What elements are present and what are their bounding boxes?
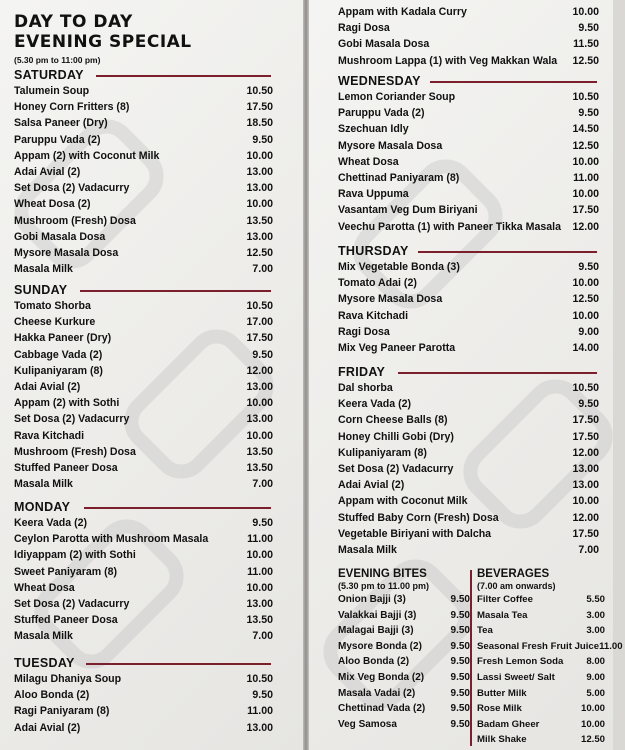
menu-item-price: 7.00: [252, 630, 273, 643]
menu-item-name: Set Dosa (2) Vadacurry: [14, 413, 130, 426]
menu-item: [14, 196, 273, 212]
menu-item-name: Chettinad Vada (2): [338, 703, 426, 715]
menu-item: [338, 412, 599, 428]
menu-item: [338, 275, 599, 291]
menu-item-name: Masala Vadai (2): [338, 687, 416, 699]
menu-timing: (5.30 pm to 11:00 pm): [14, 55, 101, 65]
menu-item-name: Corn Cheese Balls (8): [338, 414, 448, 427]
menu-item-price: 13.00: [246, 381, 273, 394]
wednesday-section: [338, 74, 599, 235]
menu-item-name: Szechuan Idly: [338, 123, 409, 136]
menu-item: [338, 445, 599, 461]
menu-item-name: Adai Avial (2): [14, 721, 81, 734]
menu-item-price: 18.50: [246, 117, 273, 130]
menu-item: [14, 213, 273, 229]
menu-item-price: 9.50: [450, 671, 470, 683]
right-menu-page: [309, 0, 623, 750]
menu-item: [338, 380, 599, 396]
menu-item: [14, 180, 273, 196]
menu-item: [338, 105, 599, 121]
menu-item-name: Honey Corn Fritters (8): [14, 101, 130, 114]
beverages-section: [473, 568, 623, 748]
menu-item: [473, 686, 605, 702]
menu-item-name: Butter Milk: [477, 687, 527, 699]
section-divider: [80, 290, 271, 292]
menu-item: [338, 340, 599, 356]
section-title-wednesday: WEDNESDAY: [338, 74, 421, 88]
menu-item-name: Mysore Bonda (2): [338, 640, 422, 652]
menu-item-name: Honey Chilli Gobi (Dry): [338, 430, 454, 443]
menu-item-price: 12.00: [572, 511, 599, 524]
menu-item-name: Mysore Masala Dosa: [338, 293, 443, 306]
menu-item: [338, 219, 599, 235]
menu-item-name: Ragi Dosa: [338, 325, 390, 338]
menu-item: [14, 363, 273, 379]
menu-item-price: 9.50: [450, 609, 470, 621]
evening-bites-timing: (5.30 pm to 11.00 pm): [338, 581, 430, 591]
menu-item-price: 17.50: [572, 527, 599, 540]
menu-item: [473, 717, 605, 733]
menu-item: [14, 720, 273, 736]
menu-item: [14, 298, 273, 314]
menu-item-name: Ceylon Parotta with Mushroom Masala: [14, 533, 209, 546]
menu-item-name: Ragi Dosa: [338, 22, 390, 35]
menu-item-name: Salsa Paneer (Dry): [14, 117, 108, 130]
menu-item-price: 3.00: [586, 625, 605, 637]
menu-item: [14, 564, 273, 580]
menu-item-price: 10.00: [246, 429, 273, 442]
menu-item: [338, 542, 599, 558]
menu-item-price: 12.00: [246, 364, 273, 377]
menu-item: [338, 701, 470, 717]
menu-item-price: 10.50: [572, 91, 599, 103]
menu-item-name: Wheat Dosa: [14, 581, 75, 594]
menu-item-name: Cabbage Vada (2): [14, 348, 103, 361]
menu-item-price: 9.50: [252, 133, 273, 146]
menu-item-name: Rava Kitchadi: [14, 429, 85, 442]
menu-item-price: 10.00: [580, 718, 605, 730]
menu-item-price: 13.00: [246, 721, 273, 734]
menu-item-price: 10.00: [572, 188, 599, 201]
menu-item-name: Gobi Masala Dosa: [14, 230, 106, 243]
menu-item-name: Mushroom Lappa (1) with Veg Makkan Wala: [338, 54, 558, 67]
menu-item-price: 10.00: [246, 198, 273, 211]
menu-item-name: Onion Bajji (3): [338, 594, 406, 605]
section-title-sunday: SUNDAY: [14, 283, 68, 297]
menu-item: [14, 314, 273, 330]
menu-item: [14, 460, 273, 476]
menu-item-price: 13.50: [246, 445, 273, 458]
menu-item-name: Mushroom (Fresh) Dosa: [14, 214, 136, 227]
section-title-tuesday: TUESDAY: [14, 656, 75, 670]
menu-item: [338, 592, 470, 608]
monday-section: [14, 500, 273, 645]
menu-item-price: 9.50: [450, 687, 470, 699]
menu-item: [14, 99, 273, 115]
menu-item: [338, 686, 470, 702]
menu-item: [14, 687, 273, 703]
menu-item-name: Lassi Sweet/ Salt: [477, 671, 555, 683]
section-title-friday: FRIDAY: [338, 365, 386, 379]
menu-item-price: 5.00: [586, 687, 605, 699]
menu-item-name: Keera Vada (2): [14, 517, 88, 529]
menu-item-name: Hakka Paneer (Dry): [14, 332, 112, 345]
menu-item: [14, 83, 273, 99]
menu-item-name: Rava Kitchadi: [338, 309, 409, 322]
friday-section: [338, 365, 599, 558]
menu-item-price: 10.00: [246, 581, 273, 594]
menu-item-price: 10.50: [572, 382, 599, 394]
menu-item-price: 11.50: [573, 38, 599, 51]
menu-item-name: Sweet Paniyaram (8): [14, 565, 118, 578]
menu-item-price: 9.50: [450, 640, 470, 652]
menu-item-name: Rava Uppuma: [338, 188, 409, 201]
menu-item-price: 9.00: [578, 325, 599, 338]
menu-item-price: 10.00: [572, 155, 599, 168]
menu-item-price: 13.00: [246, 182, 273, 195]
menu-item-name: Stuffed Paneer Dosa: [14, 614, 118, 627]
menu-item-price: 13.00: [572, 463, 599, 476]
menu-item-price: 12.50: [572, 54, 599, 67]
menu-item: [338, 608, 470, 624]
menu-item-price: 11.00: [599, 640, 623, 652]
menu-item: [473, 701, 605, 717]
menu-item-price: 12.00: [572, 446, 599, 459]
tuesday-section: [14, 656, 273, 736]
menu-item-name: Masala Milk: [14, 630, 73, 643]
beverages-timing: (7.00 am onwards): [477, 581, 556, 591]
menu-item-name: Mix Veg Paneer Parotta: [338, 342, 456, 355]
menu-item: [14, 411, 273, 427]
menu-item-name: Appam (2) with Sothi: [14, 397, 120, 410]
menu-item-price: 13.00: [572, 479, 599, 492]
column-divider: [470, 570, 472, 746]
menu-title-line1: DAY TO DAY: [14, 12, 133, 32]
menu-item-price: 7.00: [252, 263, 273, 276]
menu-item-price: 10.00: [572, 6, 599, 18]
menu-item: [338, 324, 599, 340]
menu-item: [14, 132, 273, 148]
menu-item-price: 9.50: [578, 261, 599, 273]
menu-item: [14, 547, 273, 563]
menu-item: [14, 395, 273, 411]
section-divider: [418, 251, 597, 253]
menu-item-price: 13.00: [246, 413, 273, 426]
menu-title-line2: EVENING SPECIAL: [14, 32, 192, 52]
menu-item-name: Masala Milk: [14, 263, 73, 276]
menu-item-price: 10.00: [572, 277, 599, 290]
menu-item-price: 12.50: [246, 247, 273, 260]
menu-item-price: 9.50: [450, 703, 470, 715]
menu-item-price: 9.50: [578, 398, 599, 411]
left-menu-page: [0, 0, 303, 750]
menu-item-name: Veg Samosa: [338, 718, 397, 730]
menu-item: [473, 732, 605, 748]
menu-item-name: Set Dosa (2) Vadacurry: [14, 598, 130, 611]
menu-item: [14, 476, 273, 492]
menu-item-name: Tomato Shorba: [14, 300, 91, 312]
evening-bites-section: [338, 568, 470, 732]
menu-item-price: 3.00: [586, 609, 605, 621]
menu-item-price: 10.50: [246, 673, 273, 685]
menu-item-price: 12.50: [580, 734, 605, 746]
menu-item-price: 10.00: [580, 703, 605, 715]
menu-item: [338, 202, 599, 218]
menu-item: [338, 461, 599, 477]
menu-item-name: Talumein Soup: [14, 85, 90, 97]
menu-item-name: Paruppu Vada (2): [14, 133, 101, 146]
menu-item: [338, 138, 599, 154]
menu-item-price: 9.50: [578, 22, 599, 35]
menu-item: [14, 628, 273, 644]
menu-item: [338, 121, 599, 137]
menu-item: [338, 170, 599, 186]
menu-item-price: 9.50: [252, 348, 273, 361]
menu-item-name: Wheat Dosa (2): [14, 198, 91, 211]
menu-item-name: Fresh Lemon Soda: [477, 656, 564, 668]
section-divider: [398, 372, 597, 374]
menu-item-price: 13.00: [246, 166, 273, 179]
menu-item-price: 9.50: [450, 656, 470, 668]
menu-item-price: 11.00: [247, 705, 273, 718]
menu-item: [473, 670, 605, 686]
menu-item-name: Chettinad Paniyaram (8): [338, 172, 460, 185]
menu-item: [338, 623, 470, 639]
menu-item-price: 13.50: [246, 614, 273, 627]
menu-item: [338, 429, 599, 445]
menu-item-name: Aloo Bonda (2): [14, 689, 90, 702]
menu-item-name: Kulipaniyaram (8): [14, 364, 103, 377]
menu-item-name: Paruppu Vada (2): [338, 107, 425, 120]
menu-item-price: 9.50: [450, 718, 470, 730]
menu-item: [14, 596, 273, 612]
menu-item: [473, 623, 605, 639]
menu-item: [338, 510, 599, 526]
menu-item-name: Lemon Coriander Soup: [338, 91, 456, 103]
menu-item-name: Aloo Bonda (2): [338, 656, 410, 668]
menu-item-price: 17.50: [572, 430, 599, 443]
menu-item-price: 17.50: [246, 332, 273, 345]
section-title-monday: MONDAY: [14, 500, 71, 514]
menu-item: [14, 580, 273, 596]
menu-item: [338, 396, 599, 412]
menu-item: [473, 592, 605, 608]
menu-item-name: Adai Avial (2): [14, 166, 81, 179]
menu-item-name: Tea: [477, 625, 493, 637]
menu-item: [338, 308, 599, 324]
menu-item: [14, 612, 273, 628]
menu-item-name: Filter Coffee: [477, 594, 533, 605]
menu-item-name: Idiyappam (2) with Sothi: [14, 549, 136, 562]
menu-item-price: 13.00: [246, 598, 273, 611]
menu-item-price: 9.50: [252, 689, 273, 702]
menu-item: [338, 89, 599, 105]
menu-item: [14, 261, 273, 277]
menu-item: [14, 531, 273, 547]
menu-item: [14, 515, 273, 531]
menu-item: [14, 347, 273, 363]
saturday-section: [14, 68, 273, 277]
menu-item: [338, 4, 599, 20]
menu-item-price: 10.00: [246, 549, 273, 562]
menu-item-name: Set Dosa (2) Vadacurry: [338, 463, 454, 476]
beverages-title: BEVERAGES: [477, 568, 550, 580]
evening-bites-title: EVENING BITES: [338, 568, 427, 580]
menu-item-name: Vegetable Biriyani with Dalcha: [338, 527, 492, 540]
menu-item: [14, 379, 273, 395]
menu-item-price: 10.00: [572, 495, 599, 508]
menu-item-name: Seasonal Fresh Fruit Juice: [477, 640, 600, 652]
menu-item: [338, 53, 599, 69]
menu-item-price: 9.50: [450, 625, 470, 637]
section-divider: [86, 663, 271, 665]
menu-item: [14, 148, 273, 164]
menu-item-price: 17.50: [246, 101, 273, 114]
menu-item: [14, 115, 273, 131]
section-divider: [84, 507, 271, 509]
menu-item-price: 14.00: [572, 342, 599, 355]
menu-item-name: Rose Milk: [477, 703, 522, 715]
menu-item-name: Set Dosa (2) Vadacurry: [14, 182, 130, 195]
menu-item-price: 13.50: [246, 214, 273, 227]
menu-item-name: Appam with Kadala Curry: [338, 6, 467, 18]
menu-item: [338, 259, 599, 275]
menu-item-price: 12.50: [572, 139, 599, 152]
menu-item: [338, 186, 599, 202]
menu-item-name: Milagu Dhaniya Soup: [14, 673, 122, 685]
section-title-saturday: SATURDAY: [14, 68, 84, 82]
menu-item-price: 11.00: [247, 533, 273, 546]
menu-item: [338, 526, 599, 542]
menu-item-price: 12.00: [572, 220, 599, 233]
menu-item: [473, 639, 623, 655]
menu-item: [14, 229, 273, 245]
menu-item-name: Malagai Bajji (3): [338, 625, 414, 637]
menu-item: [14, 703, 273, 719]
menu-item-name: Mushroom (Fresh) Dosa: [14, 445, 136, 458]
menu-item-name: Cheese Kurkure: [14, 316, 96, 329]
section-title-thursday: THURSDAY: [338, 244, 409, 258]
menu-item: [338, 291, 599, 307]
menu-item-name: Mysore Masala Dosa: [338, 139, 443, 152]
menu-item-name: Masala Milk: [14, 478, 73, 491]
menu-item: [338, 477, 599, 493]
menu-item: [338, 670, 470, 686]
menu-item-name: Veechu Parotta (1) with Paneer Tikka Masala: [338, 220, 561, 233]
menu-item-name: Mysore Masala Dosa: [14, 247, 119, 260]
section-divider: [96, 75, 271, 77]
menu-item: [14, 245, 273, 261]
menu-item-name: Masala Tea: [477, 609, 528, 621]
menu-item-name: Keera Vada (2): [338, 398, 412, 411]
menu-item: [14, 164, 273, 180]
sunday-section: [14, 283, 273, 492]
menu-item-name: Badam Gheer: [477, 718, 540, 730]
menu-item: [338, 20, 599, 36]
menu-item: [338, 36, 599, 52]
thursday-section: [338, 244, 599, 356]
menu-item-name: Mix Veg Bonda (2): [338, 671, 425, 683]
menu-item-name: Gobi Masala Dosa: [338, 38, 430, 51]
menu-item-price: 13.50: [246, 462, 273, 475]
menu-item-price: 10.00: [246, 149, 273, 162]
menu-item: [14, 428, 273, 444]
menu-item-price: 9.50: [578, 107, 599, 120]
menu-item-name: Dal shorba: [338, 382, 393, 394]
menu-item-name: Ragi Paniyaram (8): [14, 705, 110, 718]
menu-item-price: 7.00: [578, 544, 599, 557]
menu-item-name: Tomato Adai (2): [338, 277, 417, 290]
menu-item: [14, 444, 273, 460]
menu-header: [14, 12, 192, 65]
menu-item-name: Stuffed Paneer Dosa: [14, 462, 118, 475]
menu-item: [338, 717, 470, 733]
menu-item-name: Adai Avial (2): [338, 479, 405, 492]
menu-item-name: Vasantam Veg Dum Biriyani: [338, 204, 478, 217]
menu-item-price: 14.50: [572, 123, 599, 136]
menu-item-price: 9.50: [450, 594, 470, 605]
menu-item: [338, 154, 599, 170]
menu-item-price: 11.00: [573, 172, 599, 185]
menu-item-price: 11.00: [247, 565, 273, 578]
menu-item: [14, 671, 273, 687]
menu-item-price: 9.50: [252, 517, 273, 529]
tuesday-continued-section: [338, 4, 599, 69]
menu-item: [14, 330, 273, 346]
menu-item-name: Valakkai Bajji (3): [338, 609, 417, 621]
menu-item-name: Mix Vegetable Bonda (3): [338, 261, 460, 273]
menu-item-name: Appam (2) with Coconut Milk: [14, 149, 160, 162]
menu-item-name: Masala Milk: [338, 544, 397, 557]
menu-item-name: Stuffed Baby Corn (Fresh) Dosa: [338, 511, 499, 524]
menu-item-price: 9.00: [586, 671, 605, 683]
menu-item: [473, 654, 605, 670]
menu-item-price: 7.00: [252, 478, 273, 491]
menu-item-name: Wheat Dosa: [338, 155, 399, 168]
menu-item: [473, 608, 605, 624]
menu-item-price: 10.00: [572, 309, 599, 322]
menu-item-price: 12.50: [572, 293, 599, 306]
menu-item-name: Kulipaniyaram (8): [338, 446, 427, 459]
section-divider: [430, 81, 597, 83]
menu-item-price: 8.00: [586, 656, 605, 668]
menu-item: [338, 493, 599, 509]
menu-item-price: 10.50: [246, 300, 273, 312]
menu-item-name: Adai Avial (2): [14, 381, 81, 394]
menu-item: [338, 639, 470, 655]
menu-item-price: 10.00: [246, 397, 273, 410]
menu-item-price: 17.00: [246, 316, 273, 329]
menu-item-price: 17.50: [572, 204, 599, 217]
menu-item-price: 5.50: [586, 594, 605, 605]
menu-item-price: 13.00: [246, 230, 273, 243]
menu-item-price: 10.50: [246, 85, 273, 97]
menu-item-price: 17.50: [572, 414, 599, 427]
menu-item: [338, 654, 470, 670]
menu-item-name: Appam with Coconut Milk: [338, 495, 468, 508]
menu-item-name: Milk Shake: [477, 734, 527, 746]
